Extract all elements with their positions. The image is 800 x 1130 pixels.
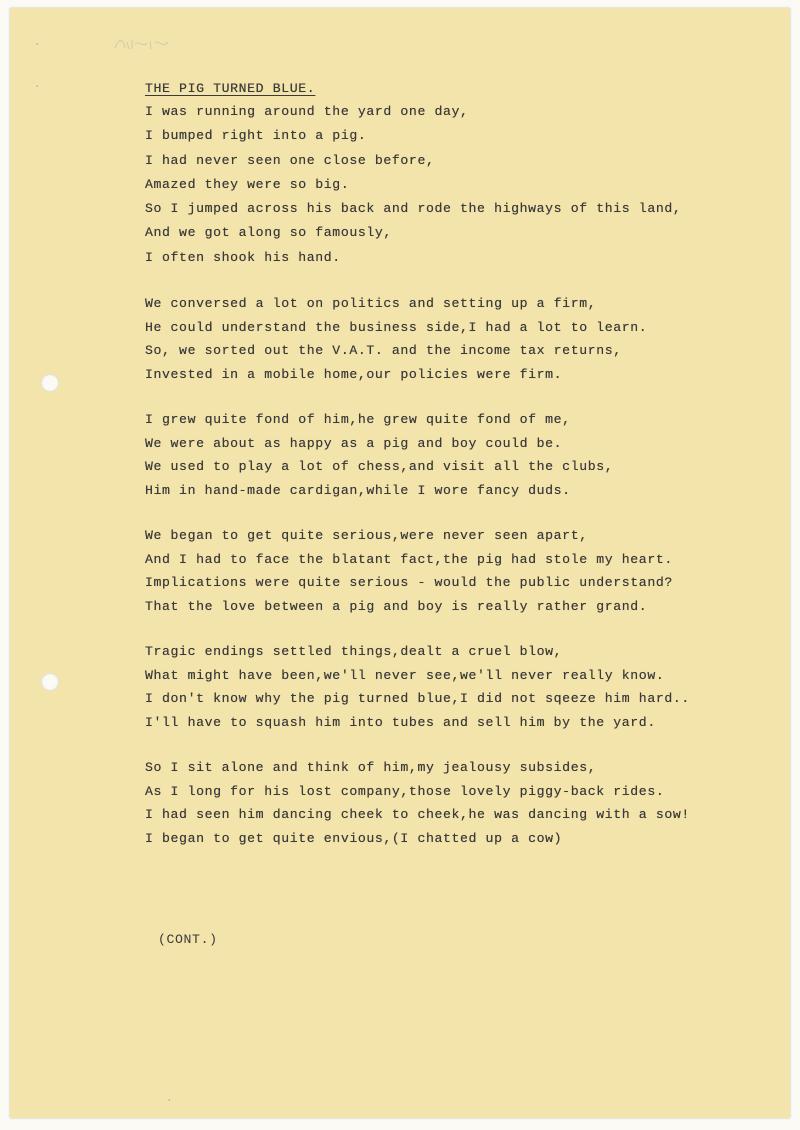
dot-mark: · <box>166 1094 173 1107</box>
poem-line: We began to get quite serious,were never seen apart, <box>145 528 588 544</box>
poem-line: I began to get quite envious,(I chatted up a cow) <box>145 830 563 846</box>
stanza <box>145 524 775 618</box>
poem-line: What might have been,we'll never see,we'll never really know. <box>145 667 665 683</box>
poem-line: Amazed they were so big. <box>145 176 350 192</box>
poem-line: I had seen him dancing cheek to cheek,he was dancing with a sow! <box>145 807 690 823</box>
poem-line: I often shook his hand. <box>145 249 341 265</box>
poem-line: So I jumped across his back and rode the highways of this land, <box>145 201 682 217</box>
stanza <box>145 100 775 270</box>
punch-hole-top <box>41 374 59 392</box>
poem-line: I'll have to squash him into tubes and sell him by the yard. <box>145 714 656 730</box>
poem-line: And we got along so famously, <box>145 225 392 241</box>
poem-line: I grew quite fond of him,he grew quite fond of me, <box>145 412 571 428</box>
poem-body <box>145 100 775 850</box>
poem-line: That the love between a pig and boy is really rather grand. <box>145 598 648 614</box>
stanza <box>145 640 775 734</box>
poem-line: Him in hand-made cardigan,while I wore fancy duds. <box>145 482 571 498</box>
poem-line: I was running around the yard one day, <box>145 104 469 119</box>
poem-line: I had never seen one close before, <box>145 152 435 168</box>
margin-mark: · <box>34 38 41 51</box>
poem-line: We used to play a lot of chess,and visit all the clubs, <box>145 459 614 475</box>
punch-hole-bottom <box>41 673 59 691</box>
poem-line: So I sit alone and think of him,my jealousy subsides, <box>145 760 597 776</box>
poem-line: Tragic endings settled things,dealt a cruel blow, <box>145 644 563 660</box>
stanza <box>145 756 775 850</box>
poem-title: THE PIG TURNED BLUE. <box>145 81 316 96</box>
poem-line: He could understand the business side,I had a lot to learn. <box>145 319 648 335</box>
poem-line: Invested in a mobile home,our policies were firm. <box>145 366 563 382</box>
margin-mark: · <box>34 80 41 93</box>
poem-line: We conversed a lot on politics and setting up a firm, <box>145 296 597 312</box>
poem-line: I bumped right into a pig. <box>145 128 367 144</box>
poem-line: So, we sorted out the V.A.T. and the income tax returns, <box>145 343 622 359</box>
poem-line: We were about as happy as a pig and boy could be. <box>145 435 563 451</box>
poem-line: As I long for his lost company,those lovely piggy-back rides. <box>145 783 665 799</box>
stanza <box>145 408 775 502</box>
continuation-note: (CONT.) <box>158 932 218 947</box>
poem-line: Implications were quite serious - would the public understand? <box>145 575 673 591</box>
typed-poem <box>145 78 775 872</box>
stanza <box>145 292 775 386</box>
poem-line: I don't know why the pig turned blue,I did not sqeeze him hard.. <box>145 691 690 707</box>
pencil-scribble <box>113 34 173 54</box>
poem-line: And I had to face the blatant fact,the pig had stole my heart. <box>145 551 673 567</box>
